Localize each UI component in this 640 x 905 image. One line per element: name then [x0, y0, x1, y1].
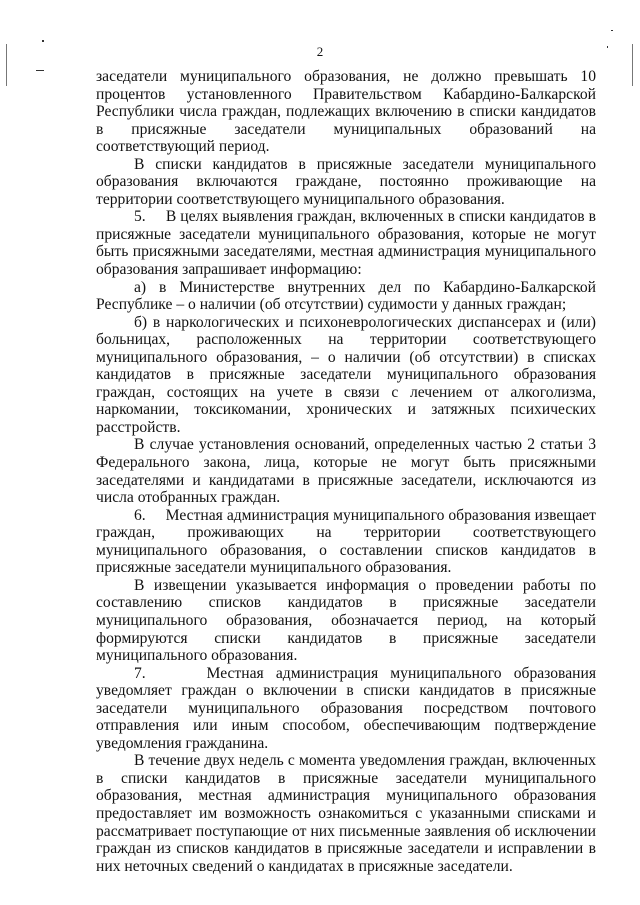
paragraph: 7. Местная администрация муниципального образования уведомляет граждан о включении в списки кандидатов в присяжные заседатели муниципального образования посредством почтового отправления или иным способом, обеспечивающим подтверждение уведомления гражданина. — [96, 664, 596, 752]
paragraph: 5. В целях выявления граждан, включенных в списки кандидатов в присяжные заседатели муниципального образования, которые не могут быть присяжными заседателями, местная администрация муниципального образования запрашивает информацию: — [96, 208, 596, 279]
paragraph: В случае установления оснований, определенных частью 2 статьи 3 Федерального закона, лица, которые не могут быть присяжными заседателями и кандидатами в присяжные заседатели, исключаются из числа отобранных граждан. — [96, 436, 596, 507]
paragraph: 6. Местная администрация муниципального образования извещает граждан, проживающих на территории соответствующего муниципального образования, о составлении списков кандидатов в присяжные заседатели муниципального образования. — [96, 506, 596, 577]
paragraph: В течение двух недель с момента уведомления граждан, включенных в списки кандидатов в присяжные заседатели муниципального образования, местная администрация муниципального образования предоставляет им возможность ознакомиться с указанными списками и рассматривает поступающие от них письменные заявления об исключении граждан из списков кандидатов в присяжные заседатели и исправлении в них неточных сведений о кандидатах в присяжные заседатели. — [96, 752, 596, 875]
page-number: 2 — [316, 44, 324, 59]
paragraph: б) в наркологических и психоневрологических диспансерах и (или) больницах, расположенных на территории соответствующего муниципального образования, – о наличии (об отсутствии) в списках кандидатов в присяжные заседатели муниципального образования граждан, состоящих на учете в связи с лечением от алкоголизма, наркомании, токсикомании, хронических и затяжных психических расстройств. — [96, 313, 596, 436]
document-body — [96, 68, 596, 875]
paragraph: В извещении указывается информация о проведении работы по составлению списков кандидатов в присяжные заседатели муниципального образования, обозначается период, на который формируются списки кандидатов в присяжные заседатели муниципального образования. — [96, 576, 596, 665]
paragraph: В списки кандидатов в присяжные заседатели муниципального образования включаются граждане, постоянно проживающие на территории соответствующего муниципального образования. — [96, 155, 596, 208]
scan-dust-mark — [42, 40, 44, 42]
scan-dust-mark — [36, 70, 44, 71]
paragraph: заседатели муниципального образования, не должно превышать 10 процентов установленного Правительством Кабардино-Балкарской Республики числа граждан, подлежащих включению в списки кандидатов в присяжные заседатели муниципальных образований на соответствующий период. — [96, 68, 596, 156]
scan-dust-mark — [611, 30, 613, 31]
paragraph: а) в Министерстве внутренних дел по Кабардино-Балкарской Республике – о наличии (об отсутствии) судимости у данных граждан; — [96, 278, 596, 314]
